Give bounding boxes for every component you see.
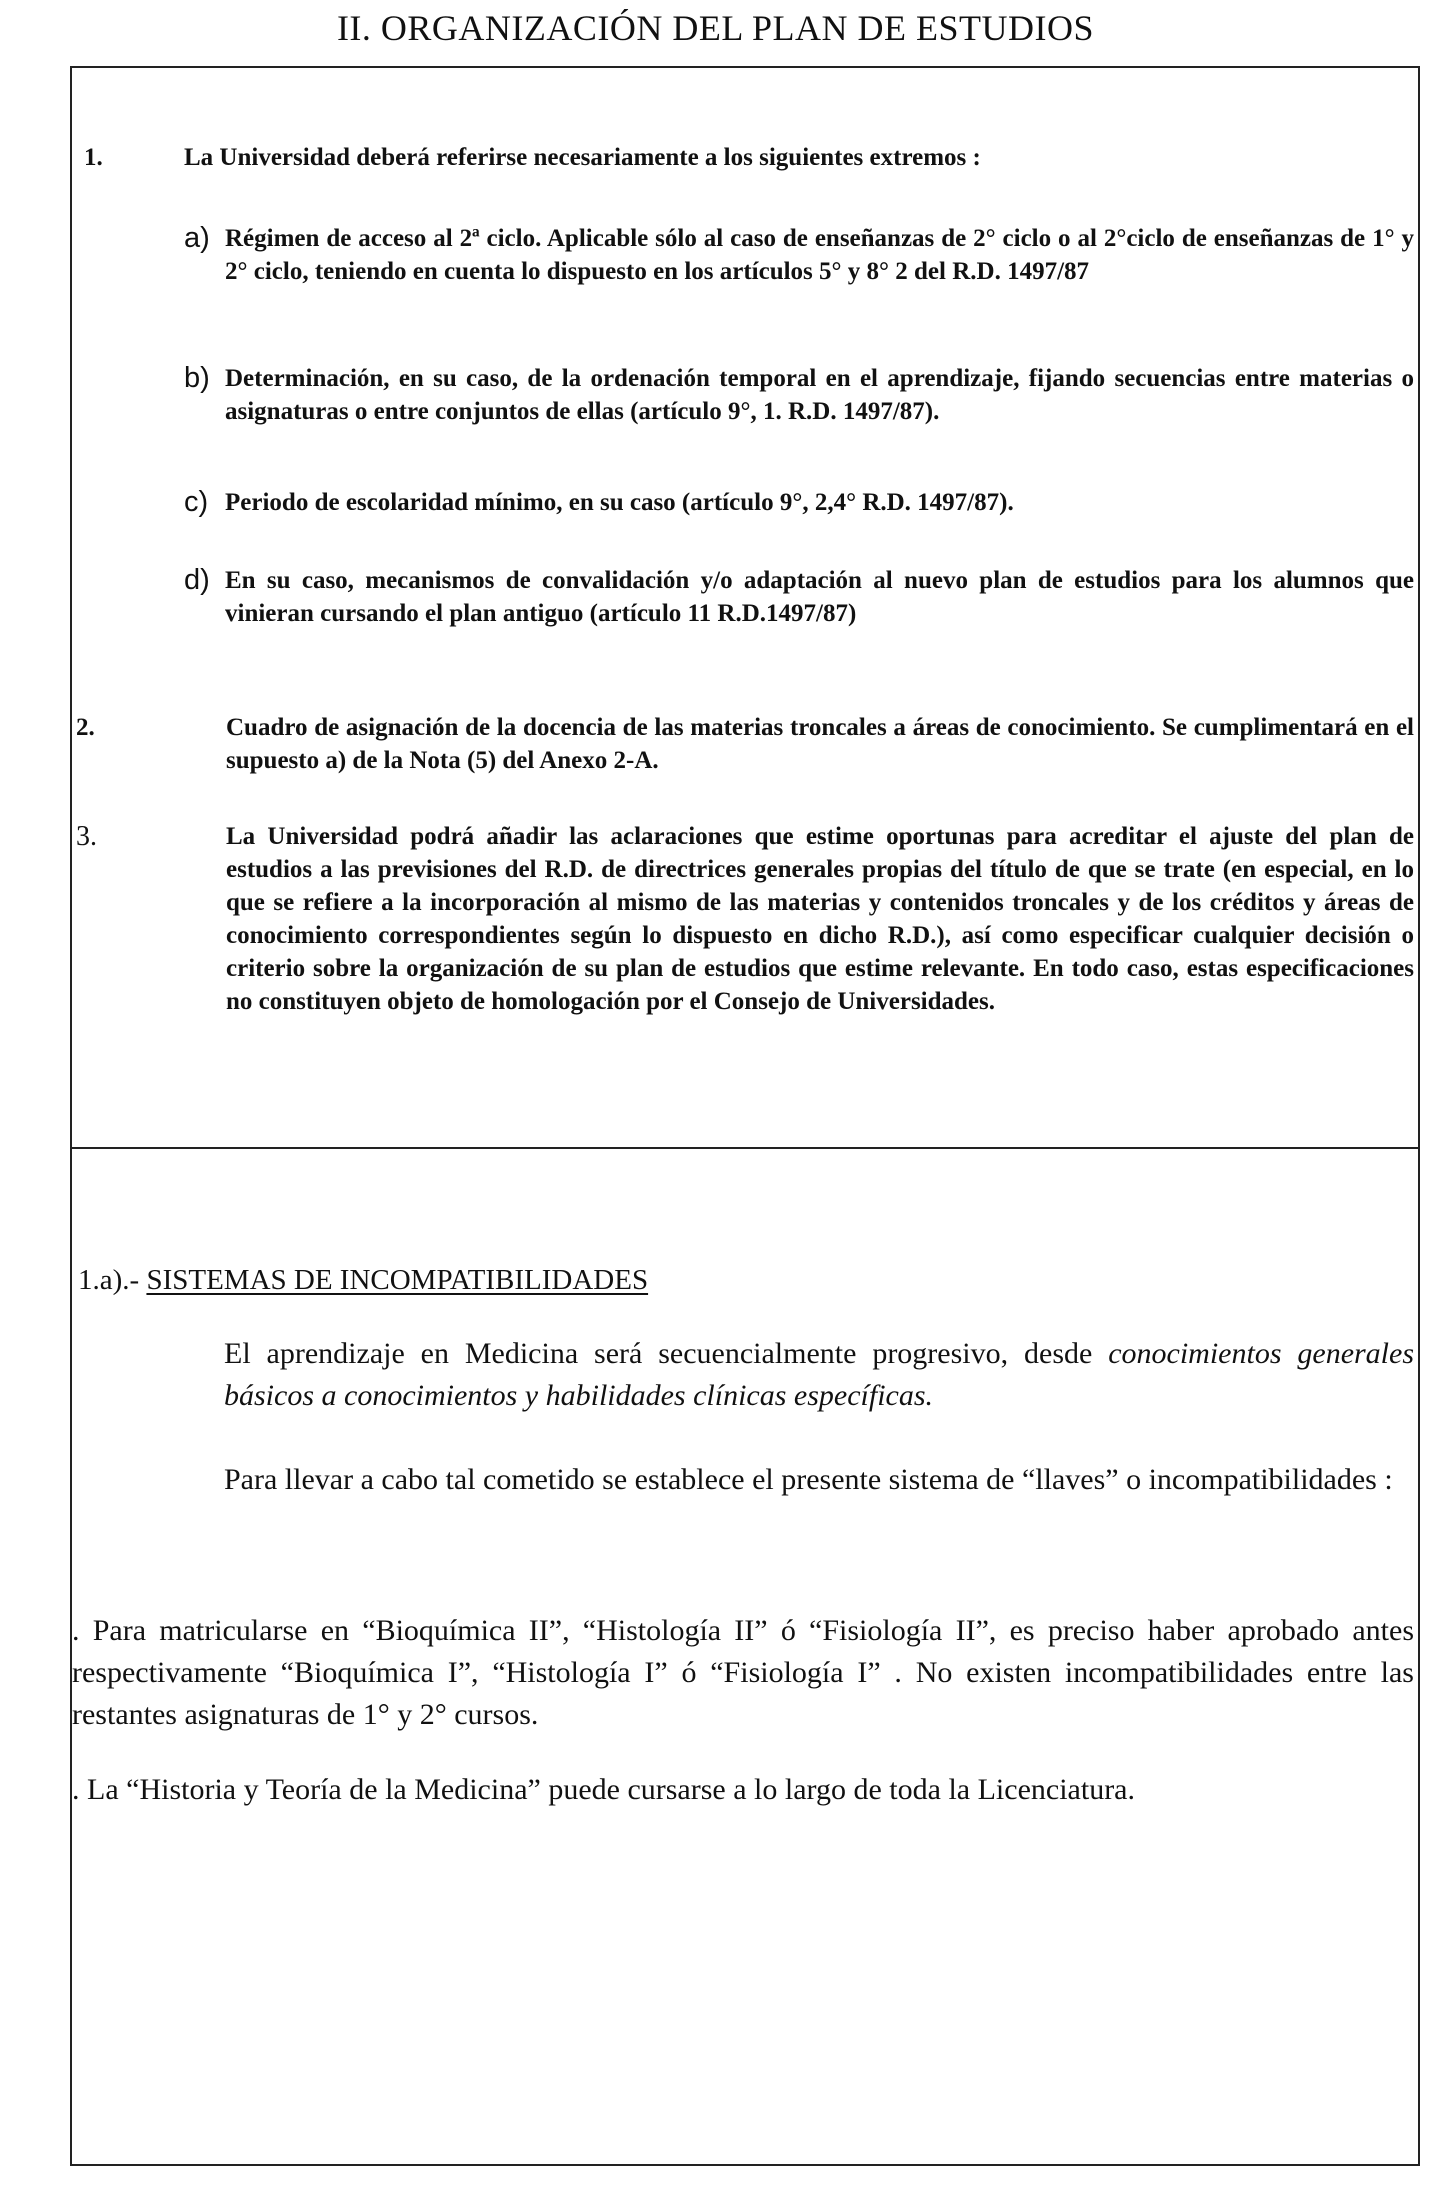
item-1b-text: Determinación, en su caso, de la ordenación temporal en el aprendizaje, fijando secuencias entre materias o asignaturas o entre conjuntos de ellas (artículo 9°, 1. R.D. 1497/87). [225,365,1414,425]
item-1a-letter: a) [184,222,210,254]
item-1-intro: La Universidad deberá referirse necesariamente a los siguientes extremos : [184,144,981,171]
paragraph-1 [224,1333,1414,1417]
paragraph-1-lead: El aprendizaje en Medicina será secuencialmente progresivo, desde [224,1337,1109,1370]
item-1c-text: Periodo de escolaridad mínimo, en su caso (artículo 9°, 2,4° R.D. 1497/87). [225,489,1014,516]
item-3-text: La Universidad podrá añadir las aclaraciones que estime oportunas para acreditar el ajuste del plan de estudios a las previsiones del R.D. de directrices generales propias del título de que se trate (en especial, en lo que se refiere a la incorporación al mismo de las materias y contenidos troncales y de los créditos y áreas de conocimiento correspondientes según lo dispuesto en dicho R.D.), así como especificar cualquier decisión o criterio sobre la organización de su plan de estudios que estime relevante. En todo caso, estas especificaciones no constituyen objeto de homologación por el Consejo de Universidades. [226,823,1414,1015]
paragraph-1-italic: conocimientos generales básicos a conocimientos y habilidades clínicas específicas. [224,1337,1415,1412]
item-1d-letter: d) [184,564,210,596]
item-2-text: Cuadro de asignación de la docencia de las materias troncales a áreas de conocimiento. Se cumplimentará en el supuesto a) de la Nota (5) del Anexo 2-A. [226,714,1414,774]
item-1c-letter: c) [184,486,209,518]
section-divider [70,1147,1420,1149]
paragraph-2: Para llevar a cabo tal cometido se establece el presente sistema de “llaves” o incompatibilidades : [224,1463,1393,1496]
item-1b-letter: b) [184,362,210,394]
page-title: II. ORGANIZACIÓN DEL PLAN DE ESTUDIOS [336,8,1095,48]
item-1-number: 1. [84,144,103,171]
item-1d-text: En su caso, mecanismos de convalidación y/o adaptación al nuevo plan de estudios para los alumnos que vinieran cursando el plan antiguo (artículo 11 R.D.1497/87) [225,567,1414,627]
paragraph-4: . La “Historia y Teoría de la Medicina” puede cursarse a lo largo de toda la Licenciatura. [72,1773,1135,1806]
paragraph-3: . Para matricularse en “Bioquímica II”, “Histología II” ó “Fisiología II”, es preciso haber aprobado antes respectivamente “Bioquímica I”, “Histología I” ó “Fisiología I” . No existen incompatibilidades entre las restantes asignaturas de 1° y 2° cursos. [72,1614,1414,1731]
section-heading-text: SISTEMAS DE INCOMPATIBILIDADES [146,1264,649,1296]
item-1a-text: Régimen de acceso al 2ª ciclo. Aplicable sólo al caso de enseñanzas de 2° ciclo o al 2°ciclo de enseñanzas de 1° y 2° ciclo, teniendo en cuenta lo dispuesto en los artículos 5° y 8° 2 del R.D. 1497/87 [225,225,1414,285]
section-prefix: 1.a).- [78,1264,147,1296]
item-3-number: 3. [76,821,97,852]
section-heading [78,1262,648,1298]
item-2-number: 2. [76,714,95,741]
